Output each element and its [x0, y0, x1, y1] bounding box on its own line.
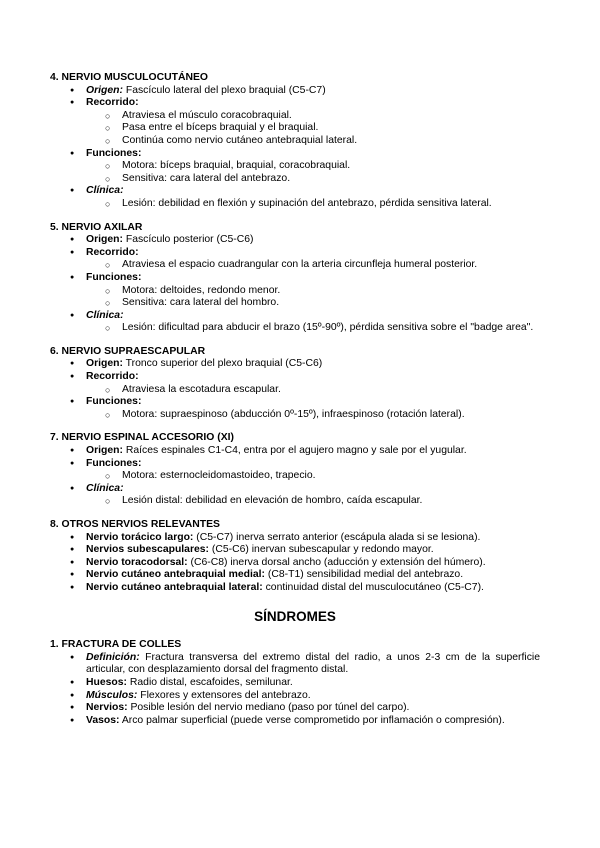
recorrido-item: ○ Atraviesa el espacio cuadrangular con la arteria circunfleja humeral posterior. — [50, 259, 540, 272]
section-title: 5. NERVIO AXILAR — [50, 221, 143, 233]
recorrido-item: ○ Pasa entre el bíceps braquial y el braquial. — [50, 122, 540, 135]
item-label: Vasos: — [86, 714, 120, 726]
clinica-item: ○ Lesión: debilidad en flexión y supinación del antebrazo, pérdida sensitiva lateral. — [50, 198, 540, 211]
item-text: Flexores y extensores del antebrazo. — [140, 689, 311, 701]
list-item — [50, 690, 540, 703]
list-item — [50, 582, 540, 595]
origen-item — [50, 234, 540, 247]
funciones-item: ○ Sensitiva: cara lateral del antebrazo. — [50, 173, 540, 186]
section-title: 7. NERVIO ESPINAL ACCESORIO (XI) — [50, 432, 234, 444]
item-label: Nervio cutáneo antebraquial lateral: — [86, 581, 263, 593]
origen-item — [50, 445, 540, 458]
item-text: continuidad distal del musculocutáneo (C5-C7). — [265, 581, 484, 593]
section-title: 6. NERVIO SUPRAESCAPULAR — [50, 345, 206, 357]
funciones-item: ○ Motora: supraespinoso (abducción 0º-15º), infraespinoso (rotación lateral). — [50, 409, 540, 422]
item-label: Definición: — [86, 651, 140, 663]
section-fractura-colles — [50, 639, 540, 727]
clinica-label: ● Clínica: — [50, 185, 540, 198]
list-item — [50, 652, 540, 677]
recorrido-item: ○ Atraviesa la escotadura escapular. — [50, 384, 540, 397]
item-text: (C5-C6) inervan subescapular y redondo mayor. — [211, 544, 434, 556]
funciones-item: ○ Motora: bíceps braquial, braquial, coracobraquial. — [50, 160, 540, 173]
funciones-label: ● Funciones: — [50, 148, 540, 161]
item-text: Fractura transversa del extremo distal del radio, a unos 2-3 cm de la superficie articular, con desplazamiento dorsal del fragmento distal. — [86, 651, 540, 676]
item-text: (C8-T1) sensibilidad medial del antebrazo. — [267, 569, 464, 581]
funciones-label: ● Funciones: — [50, 272, 540, 285]
item-label: Huesos: — [86, 676, 127, 688]
list-item — [50, 702, 540, 715]
origen-text: Tronco superior del plexo braquial (C5-C6) — [125, 358, 323, 370]
origen-label: Origen: — [86, 234, 123, 246]
recorrido-item: ○ Atraviesa el músculo coracobraquial. — [50, 110, 540, 123]
list-item — [50, 557, 540, 570]
funciones-item: ○ Sensitiva: cara lateral del hombro. — [50, 297, 540, 310]
clinica-label: ● Clínica: — [50, 310, 540, 323]
list-item — [50, 544, 540, 557]
recorrido-label: ● Recorrido: — [50, 247, 540, 260]
section-supraescapular — [50, 346, 540, 422]
funciones-item: ○ Motora: deltoides, redondo menor. — [50, 285, 540, 298]
clinica-label: ● Clínica: — [50, 483, 540, 496]
origen-text: Fascículo posterior (C5-C6) — [125, 234, 254, 246]
clinica-item: ○ Lesión: dificultad para abducir el brazo (15º-90º), pérdida sensitiva sobre el "badge area". — [50, 322, 540, 335]
item-label: Nervios: — [86, 702, 128, 714]
list-item — [50, 677, 540, 690]
origen-label: Origen: — [86, 84, 123, 96]
recorrido-label: ● Recorrido: — [50, 97, 540, 110]
item-text: Arco palmar superficial (puede verse comprometido por inflamación o compresión). — [121, 714, 505, 726]
list-item — [50, 715, 540, 728]
section-otros-nervios — [50, 519, 540, 595]
item-text: Posible lesión del nervio mediano (paso por túnel del carpo). — [130, 702, 410, 714]
funciones-item: ○ Motora: esternocleidomastoideo, trapecio. — [50, 470, 540, 483]
origen-label: Origen: — [86, 358, 123, 370]
section-axilar — [50, 222, 540, 335]
recorrido-item: ○ Continúa como nervio cutáneo antebraquial lateral. — [50, 135, 540, 148]
section-espinal-accesorio — [50, 432, 540, 508]
item-text: (C5-C7) inerva serrato anterior (escápula alada si se lesiona). — [196, 531, 481, 543]
item-text: (C6-C8) inerva dorsal ancho (aducción y extensión del húmero). — [190, 556, 486, 568]
funciones-label: ● Funciones: — [50, 396, 540, 409]
item-label: Nervio torácico largo: — [86, 531, 194, 543]
clinica-item: ○ Lesión distal: debilidad en elevación de hombro, caída escapular. — [50, 495, 540, 508]
item-label: Nervios subescapulares: — [86, 544, 210, 556]
sindromes-heading: SÍNDROMES — [254, 608, 336, 624]
origen-item — [50, 85, 540, 98]
origen-text: Raíces espinales C1-C4, entra por el agujero magno y sale por el yugular. — [125, 445, 467, 457]
origen-label: Origen: — [86, 445, 123, 457]
item-label: Nervio toracodorsal: — [86, 556, 188, 568]
section-title: 8. OTROS NERVIOS RELEVANTES — [50, 519, 220, 530]
item-label: Músculos: — [86, 689, 138, 701]
section-title: 1. FRACTURA DE COLLES — [50, 639, 182, 651]
item-label: Nervio cutáneo antebraquial medial: — [86, 569, 265, 581]
section-title: 4. NERVIO MUSCULOCUTÁNEO — [50, 72, 208, 83]
item-text: Radio distal, escafoides, semilunar. — [129, 676, 293, 688]
origen-text: Fascículo lateral del plexo braquial (C5-C7) — [125, 84, 326, 96]
list-item — [50, 569, 540, 582]
list-item — [50, 532, 540, 545]
recorrido-label: ● Recorrido: — [50, 371, 540, 384]
origen-item — [50, 358, 540, 371]
funciones-label: ● Funciones: — [50, 458, 540, 471]
section-musculocutaneo — [50, 72, 540, 211]
